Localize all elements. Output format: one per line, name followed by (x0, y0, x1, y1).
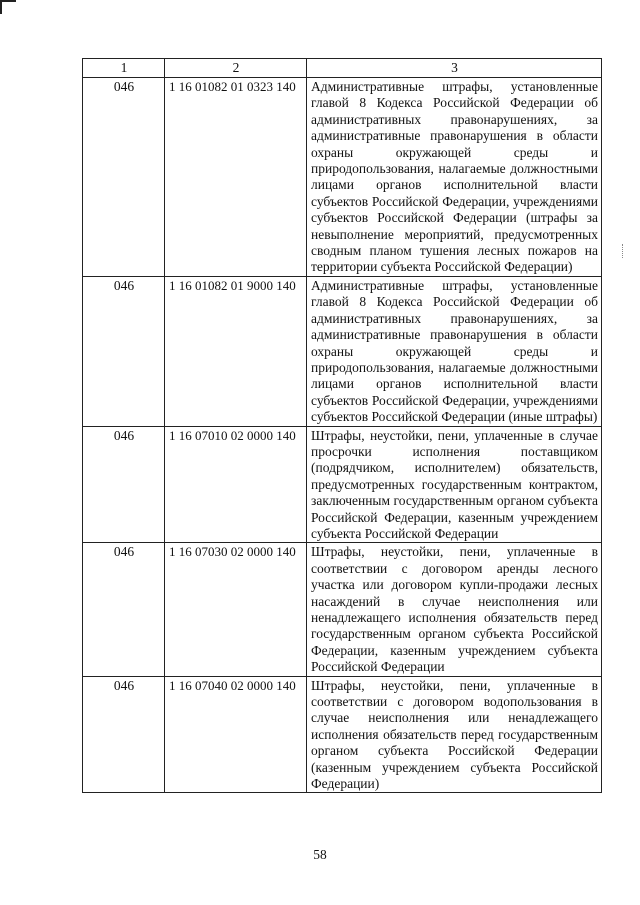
scan-corner-mark (0, 0, 16, 14)
description-cell: Административные штрафы, установленные главой 8 Кодекса Российской Федерации об административных правонарушениях, за административные правонарушения в области охраны окружающей среды и природопользования, налагаемые должностными лицами органов исполнительной власти субъектов Российской Федерации, учреждениями субъектов Российской Федерации (иные штрафы) (307, 276, 602, 426)
description-cell: Административные штрафы, установленные главой 8 Кодекса Российской Федерации об административных правонарушениях, за административные правонарушения в области охраны окружающей среды и природопользования, налагаемые должностными лицами органов исполнительной власти субъектов Российской Федерации, учреждениями субъектов Российской Федерации (штрафы за невыполнение мероприятий, предусмотренных сводным планом тушения лесных пожаров на территории субъекта Российской Федерации) (307, 78, 602, 277)
column-header-1: 1 (83, 59, 165, 78)
admin-code-cell: 046 (83, 426, 165, 543)
budget-code-table (82, 58, 602, 793)
column-header-2: 2 (165, 59, 307, 78)
description-cell: Штрафы, неустойки, пени, уплаченные в соответствии с договором водопользования в случае неисполнения или ненадлежащего исполнения обязательств перед государственным органом субъекта Российской Федерации (казенным учреждением субъекта Российской Федерации) (307, 676, 602, 793)
budget-code-cell: 1 16 07040 02 0000 140 (165, 676, 307, 793)
table-row (83, 676, 602, 793)
description-cell: Штрафы, неустойки, пени, уплаченные в случае просрочки исполнения поставщиком (подрядчиком, исполнителем) обязательств, предусмотренных государственным контрактом, заключенным государственным органом субъекта Российской Федерации, казенным учреждением субъекта Российской Федерации (307, 426, 602, 543)
budget-code-cell: 1 16 07010 02 0000 140 (165, 426, 307, 543)
description-cell: Штрафы, неустойки, пени, уплаченные в соответствии с договором аренды лесного участка или договором купли-продажи лесных насаждений в случае неисполнения или ненадлежащего исполнения обязательств перед государственным органом субъекта Российской Федерации, казенным учреждением субъекта Российской Федерации (307, 543, 602, 676)
admin-code-cell: 046 (83, 78, 165, 277)
scan-margin-mark (622, 244, 624, 258)
table-header-row (83, 59, 602, 78)
page-number: 58 (313, 847, 327, 862)
admin-code-cell: 046 (83, 676, 165, 793)
budget-code-cell: 1 16 07030 02 0000 140 (165, 543, 307, 676)
table-row (83, 276, 602, 426)
table-row (83, 426, 602, 543)
admin-code-cell: 046 (83, 543, 165, 676)
table-row (83, 78, 602, 277)
budget-code-cell: 1 16 01082 01 9000 140 (165, 276, 307, 426)
budget-code-cell: 1 16 01082 01 0323 140 (165, 78, 307, 277)
admin-code-cell: 046 (83, 276, 165, 426)
table-row (83, 543, 602, 676)
column-header-3: 3 (307, 59, 602, 78)
